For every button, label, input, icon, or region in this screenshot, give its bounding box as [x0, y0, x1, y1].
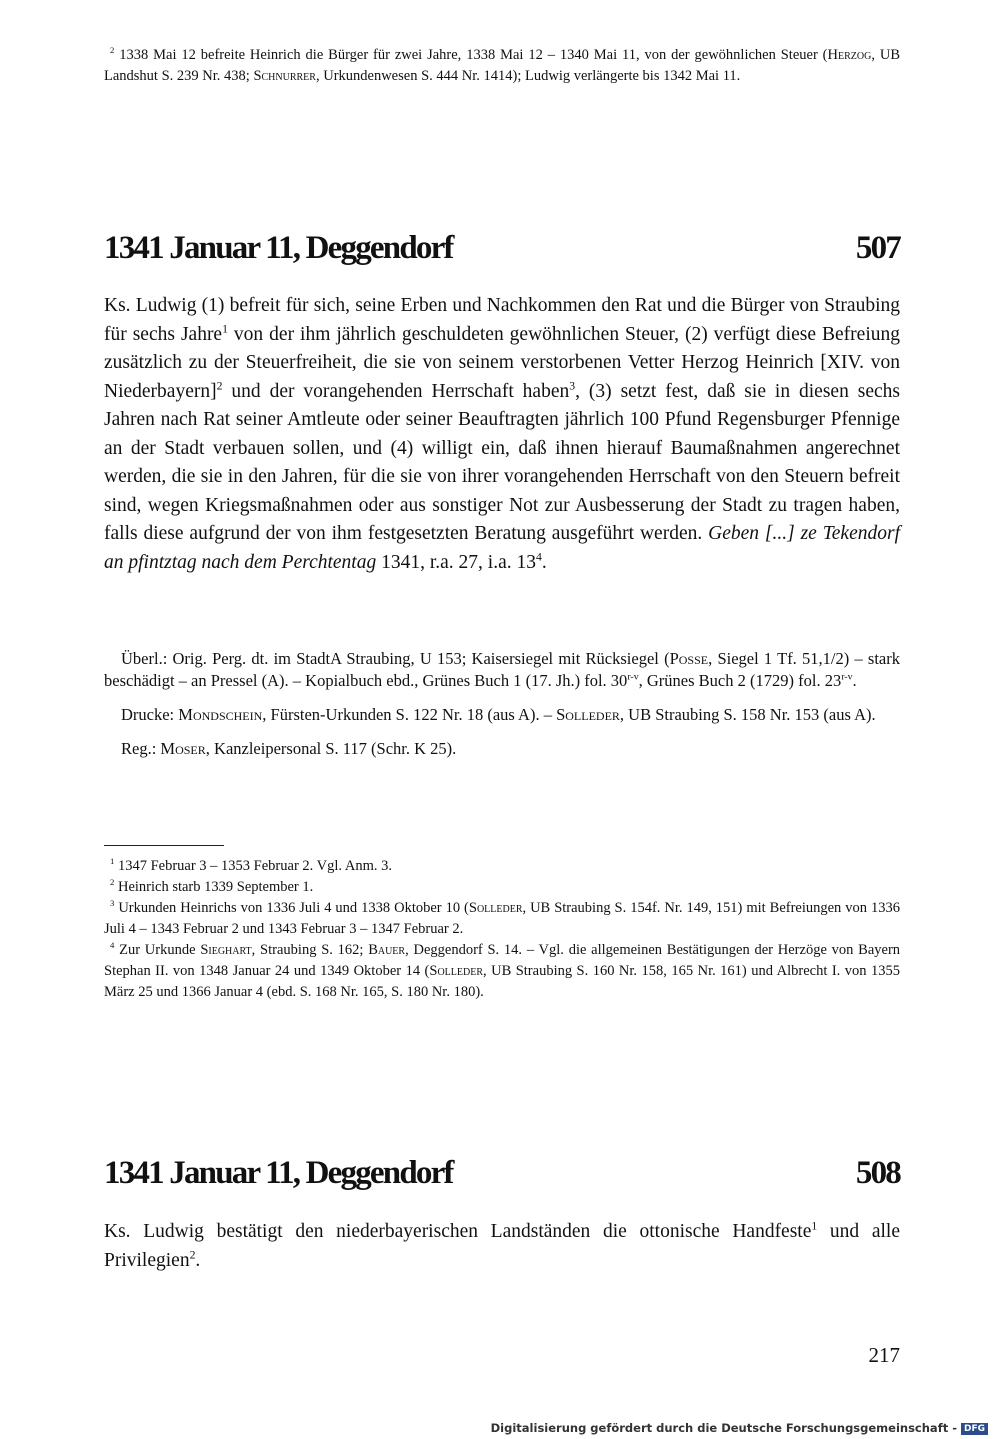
entry-title: 1341 Januar 11, Deggendorf [104, 230, 453, 266]
footnote-3: $^3$ Urkunden Heinrichs von 1336 Juli 4 und 1338 Oktober 10 (Solleder, UB Straubing S. 154f. Nr. 149, 151) mit Befreiungen von 1336 Juli 4 – 1343 Februar 2 und 1343 Februar 3 – 1347 Februar 2. [104, 898, 900, 937]
dating-quote: Geben [...] ze Tekendorf an pfintztag nach dem Perchtentag [104, 523, 900, 573]
footnote-1: $^1$ 1347 Februar 3 – 1353 Februar 2. Vgl. Anm. 3. [110, 856, 392, 874]
entry-508-regest [104, 1218, 900, 1275]
footnote-text: , Urkundenwesen S. 444 Nr. 1414); Ludwig verlängerte bis 1342 Mai 11. [315, 68, 741, 84]
dfg-logo: DFG [961, 1423, 988, 1435]
drucke: Drucke: Mondschein, Fürsten-Urkunden S. 122 Nr. 18 (aus A). – Solleder, UB Straubing S. 158 Nr. 153 (aus A). [121, 705, 876, 724]
footnote-ref: 2 [189, 1248, 196, 1261]
regest-text: . [195, 1249, 201, 1271]
footnote-ref: 4 [536, 550, 542, 563]
footnote-2: $^2$ Heinrich starb 1339 September 1. [110, 877, 314, 895]
regest-text: und der vorangehenden Herrschaft haben [222, 380, 570, 402]
footnote-4: $^4$ Zur Urkunde Sieghart, Straubing S. 162; Bauer, Deggendorf S. 14. – Vgl. die allgemeinen Bestätigungen der Herzöge von Bayern Stephan II. von 1348 Januar 24 und 1349 Oktober 14 (Solleder, UB Straubing S. 160 Nr. 158, 165 Nr. 161) und Albrecht I. von 1355 März 25 und 1366 Januar 4 (ebd. S. 168 Nr. 165, S. 180 Nr. 180). [104, 940, 901, 1000]
footnote-text: 1338 Mai 12 befreite Heinrich die Bürger für zwei Jahre, 1338 Mai 12 – 1340 Mai 11, von der gewöhnlichen Steuer ( [119, 47, 828, 63]
regest-text: von der ihm jährlich geschuldeten gewöhnlichen Steuer, (2) verfügt diese Befreiung zusätzlich zu der Steuerfreiheit, die sie von seinem verstorbenen Vetter Herzog Heinrich [XIV. von Niederbayern] [104, 323, 900, 402]
uberlieferung: Überl.: Orig. Perg. dt. im StadtA Straubing, U 153; Kaisersiegel mit Rücksiegel (Posse, Siegel 1 Tf. 51,1/2) – stark beschädigt – an Pressel (A). – Kopialbuch ebd., Grünes Buch 1 (17. Jh.) fol. 30$^{r-v}$, Grünes Buch 2 (1729) fol. 23$^{r-v}$. [104, 649, 901, 690]
entry-507-apparatus [104, 648, 900, 772]
entry-title: 1341 Januar 11, Deggendorf [104, 1155, 453, 1191]
regest-text: , (3) setzt fest, daß sie in diesen sechs Jahren nach Rat seiner Amtleute oder seiner Beauftragten jährlich 100 Pfund Regensburger Pfennige an der Stadt verbauen sollen, und (4) willigt ein, daß ihnen hierauf Baumaßnahmen angerechnet werden, die sie in den Jahren, für die sie von ihrer vorangehenden Herrschaft von den Steuern befreit sind, wegen Kriegsmaßnahmen oder aus sonstiger Not zur Ausbesserung der Stadt zu tragen haben, falls diese aufgrund der von ihm festgesetzten Beratung ausgeführt werden. [104, 380, 900, 544]
footnote-divider [104, 845, 224, 846]
top-footnote [104, 45, 900, 87]
page-number: 217 [868, 1343, 900, 1367]
entry-number: 508 [855, 1155, 900, 1191]
footer-text: Digitalisierung gefördert durch die Deutsche Forschungsgemeinschaft - [490, 1421, 957, 1435]
regest-text: . [541, 551, 547, 573]
entry-507-heading [104, 228, 900, 268]
footnote-ref: 3 [569, 379, 576, 392]
entry-507-regest [104, 292, 900, 577]
regest-text: 1341, r.a. 27, i.a. 13 [376, 551, 537, 573]
entry-508-heading [104, 1153, 900, 1193]
footnote-text: , UB Landshut S. 239 Nr. 438; [104, 47, 900, 84]
footnote-marker: 2 [110, 45, 115, 56]
regest-text: und alle Privilegien [104, 1221, 900, 1271]
entry-507-footnotes [104, 856, 900, 1003]
footnote-ref: 2 [216, 379, 223, 392]
footnote-ref: 1 [222, 322, 228, 335]
author-name: Schnurrer [253, 68, 316, 84]
regest-text: Ks. Ludwig (1) befreit für sich, seine Erben und Nachkommen den Rat und die Bürger von Straubing für sechs Jahre [104, 295, 900, 345]
footnote-ref: 1 [811, 1219, 818, 1233]
regest-text: Ks. Ludwig bestätigt den niederbayerischen Landständen die ottonische Handfeste [104, 1221, 812, 1242]
author-name: Herzog [827, 47, 872, 63]
digitization-footer [491, 1421, 988, 1435]
regesten: Reg.: Moser, Kanzleipersonal S. 117 (Schr. K 25). [121, 739, 457, 758]
entry-number: 507 [855, 230, 900, 266]
